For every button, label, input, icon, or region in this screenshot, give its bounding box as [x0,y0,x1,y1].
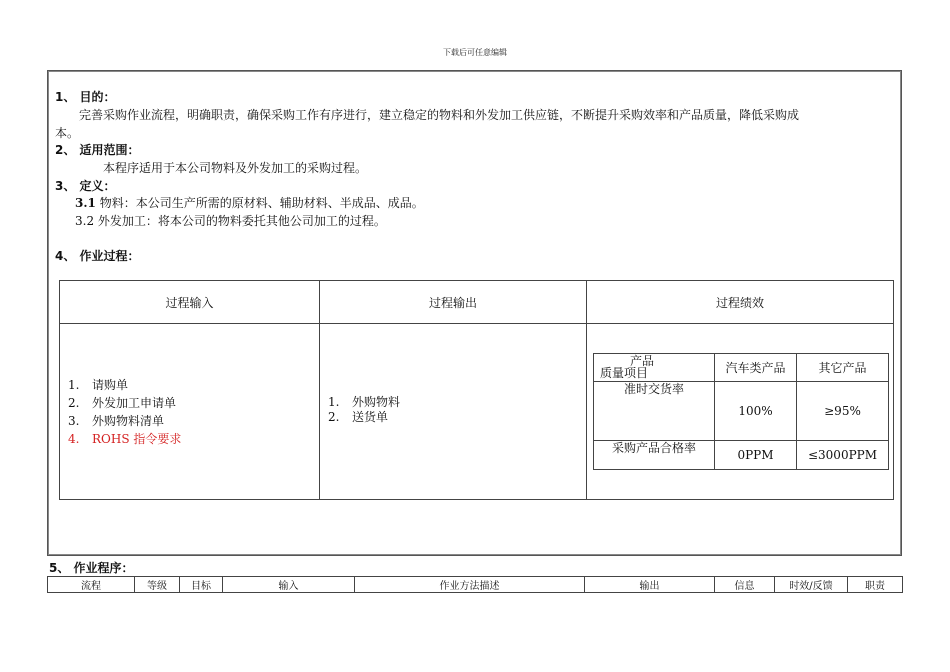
list-item-text: 外购物料 [352,394,401,409]
procedure-col-input: 输入 [223,577,355,593]
procedure-col-flow: 流程 [48,577,135,593]
list-item-number: 2. [68,395,80,410]
process-performance-cell [587,324,894,500]
list-item-number: 3. [68,413,80,428]
performance-col-other: 其它产品 [797,354,889,382]
list-item-number: 4. [68,431,80,446]
definition-item-2: 3.2 外发加工：将本公司的物料委托其他公司加工的过程。 [75,214,386,228]
list-item [68,394,319,412]
purpose-text-line1: 完善采购作业流程，明确职责，确保采购工作有序进行，建立稳定的物料和外发加工供应链，不断提升采购效率和产品质量，降低采购成 [79,108,800,122]
procedure-col-method: 作业方法描述 [355,577,585,593]
procedure-col-level: 等级 [135,577,180,593]
list-item [68,412,319,430]
performance-value: ≥95% [797,382,889,441]
definition-item-1-text: 物料：本公司生产所需的原材料、辅助材料、半成品、成品。 [95,196,424,210]
list-item [328,395,586,410]
list-item-text: 请购单 [92,377,129,392]
procedure-col-target: 目标 [180,577,223,593]
watermark: 下载后可任意编辑 [443,48,507,57]
procedure-heading: 5、 作业程序： [49,561,134,575]
list-item [68,376,319,394]
procedure-col-info: 信息 [715,577,775,593]
performance-value: 0PPM [715,441,797,470]
performance-col-automotive: 汽车类产品 [715,354,797,382]
process-output-cell [320,324,587,500]
scope-heading: 2、 适用范围： [55,143,140,157]
definition-heading: 3、 定义： [55,179,116,193]
list-item-text: 外发加工申请单 [92,395,177,410]
process-output-header: 过程输出 [320,281,587,324]
process-output-list [320,395,586,425]
list-item-number: 2. [328,409,340,424]
procedure-col-feedback: 时效/反馈 [775,577,848,593]
process-table [59,280,894,500]
corner-label-product: 产品 [630,354,655,368]
purpose-text-line2: 本。 [55,126,80,140]
process-input-list [60,376,319,448]
list-item-text: 送货单 [352,409,389,424]
procedure-table [47,576,903,593]
list-item-highlighted [68,430,319,448]
performance-value: ≤3000PPM [797,441,889,470]
performance-row-label: 准时交货率 [594,382,715,441]
definition-item-1 [75,194,424,211]
process-heading: 4、 作业过程： [55,249,140,263]
list-item-text: 外购物料清单 [92,413,165,428]
list-item-number: 1. [328,394,340,409]
list-item [328,410,586,425]
process-input-header: 过程输入 [60,281,320,324]
list-item-number: 1. [68,377,80,392]
definition-item-1-number: 3.1 [75,196,96,210]
list-item-text: ROHS 指令要求 [92,431,182,446]
procedure-col-output: 输出 [585,577,715,593]
scope-text: 本程序适用于本公司物料及外发加工的采购过程。 [103,161,368,175]
corner-label-quality-item: 质量项目 [600,366,649,380]
process-performance-header: 过程绩效 [587,281,894,324]
procedure-col-responsibility: 职责 [848,577,903,593]
performance-value: 100% [715,382,797,441]
procedure-header-row [48,577,903,593]
performance-table [593,353,889,470]
performance-corner-cell [594,354,715,382]
performance-row-label: 采购产品合格率 [594,441,715,470]
process-input-cell [60,324,320,500]
purpose-heading: 1、 目的： [55,90,116,104]
